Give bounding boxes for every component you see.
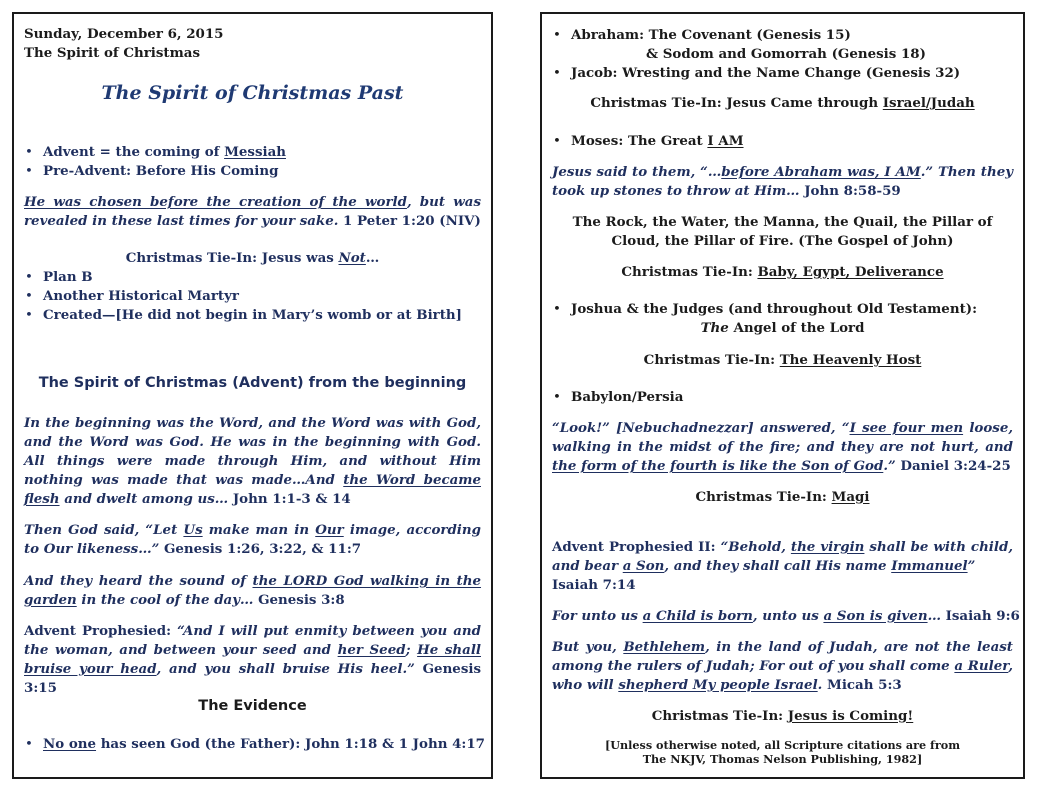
john-8-b: .” Then they took up stones to throw at Him… [552, 164, 1013, 199]
tie-in-baby [542, 263, 1023, 282]
is96-a: For unto us [552, 608, 643, 624]
list-item-evidence [43, 735, 485, 754]
list-item-joshua: • Joshua & the Judges (and throughout Old Testament): [571, 300, 977, 319]
genesis-1-verse [24, 521, 481, 559]
micah-b: , in the land of Judah, are not the least among the rulers of Judah; For out of you shall come [552, 639, 1013, 674]
tie-in-coming-prefix: Christmas Tie-In: [651, 708, 788, 724]
daniel-fourth: the form of the fourth is like the Son of God [552, 458, 884, 474]
micah-c: , who will [552, 658, 1014, 693]
micah-a: But you, [552, 639, 624, 655]
genesis-1-b: make man in [202, 522, 316, 538]
advent-text: Advent = the coming of [43, 144, 225, 160]
john-8-underlined: before Abraham was, I AM [721, 164, 921, 180]
ap2-virgin: the virgin [790, 539, 865, 555]
genesis-3-ref: Genesis 3:8 [253, 592, 345, 608]
advent-prophesied-label: Advent Prophesied: [24, 623, 178, 639]
ap2-immanuel: Immanuel [891, 558, 968, 574]
document-subtitle: The Spirit of Christmas [24, 45, 200, 61]
john-8-verse [552, 163, 1013, 201]
peter-verse-rest: , but was revealed in these last times for your sake. [24, 194, 481, 229]
tie-in-israel-judah: Israel/Judah [882, 95, 975, 111]
micah-d: . [817, 677, 823, 693]
genesis-1-c: image, according to Our likeness…” [24, 522, 481, 557]
tie-in-magi-underlined: Magi [831, 489, 870, 505]
tie-in-not-suffix: … [365, 250, 380, 266]
list-item-plan-b: • Plan B [43, 268, 93, 287]
list-item-abraham: • Abraham: The Covenant (Genesis 15) [571, 26, 851, 45]
tie-in-host-underlined: The Heavenly Host [779, 352, 922, 368]
date-line: Sunday, December 6, 2015 [24, 26, 224, 42]
peter-verse-ref: 1 Peter 1:20 (NIV) [338, 213, 481, 229]
advent-prophesied-ref: Genesis 3:15 [24, 661, 481, 696]
genesis-3-a: And they heard the sound of [24, 573, 253, 589]
evidence-rest: has seen God (the Father): John 1:18 & 1 John 4:17 [96, 736, 485, 752]
isaiah-9-verse [552, 607, 1020, 626]
abraham-sodom: & Sodom and Gomorrah (Genesis 18) [646, 46, 926, 62]
daniel-b: loose, walking in the midst of the fire; and they are not hurt, and [552, 420, 1014, 455]
micah-shepherd: shepherd My people Israel [618, 677, 818, 693]
tie-in-host-prefix: Christmas Tie-In: [643, 352, 780, 368]
tie-in-host [542, 351, 1023, 370]
list-item-babylon: • Babylon/Persia [571, 388, 683, 407]
micah-bethlehem: Bethlehem [623, 639, 706, 655]
angel-rest: Angel of the Lord [728, 320, 865, 336]
ap2-b: shall be with child, and bear [552, 539, 1013, 574]
list-item-advent [43, 143, 286, 162]
ap2-son: a Son [622, 558, 665, 574]
advent-prophesied-a: “And I will put enmity between you and the woman, and between your seed and [24, 623, 481, 658]
ap2-d: ” [967, 558, 976, 574]
tie-in-coming [542, 707, 1023, 726]
tie-in-not [14, 249, 491, 268]
daniel-ref: Daniel 3:24-25 [895, 458, 1011, 474]
left-page [12, 12, 493, 779]
peter-verse [24, 193, 481, 231]
john-verse-rest: and dwelt among us… [59, 491, 229, 507]
citation-note-line-2: The NKJV, Thomas Nelson Publishing, 1982] [642, 752, 923, 766]
john-verse [24, 414, 481, 509]
tie-in-not-word: Not [338, 250, 366, 266]
section-heading-beginning: The Spirit of Christmas (Advent) from the beginning [38, 375, 467, 391]
tie-in-magi-prefix: Christmas Tie-In: [695, 489, 832, 505]
tie-in-baby-prefix: Christmas Tie-In: [621, 264, 758, 280]
daniel-verse [552, 419, 1013, 476]
genesis-1-us: Us [183, 522, 203, 538]
tie-in-israel-prefix: Christmas Tie-In: Jesus Came through [590, 95, 883, 111]
list-item-martyr: • Another Historical Martyr [43, 287, 239, 306]
tie-in-not-prefix: Christmas Tie-In: Jesus was [125, 250, 339, 266]
genesis-1-ref: Genesis 1:26, 3:22, & 11:7 [159, 541, 362, 557]
moses-i-am: I AM [707, 133, 744, 149]
advent-prophesied-c: , and you shall bruise His heel.” [156, 661, 415, 677]
tie-in-israel [542, 94, 1023, 113]
rock-water-text: The Rock, the Water, the Manna, the Quail, the Pillar of Cloud, the Pillar of Fire. (The Gospel of John) [572, 214, 993, 249]
john-8-a: Jesus said to them, “… [552, 164, 722, 180]
tie-in-magi [542, 488, 1023, 507]
john-verse-underlined: the Word became flesh [24, 472, 481, 507]
isaiah-7-ref: Isaiah 7:14 [552, 577, 636, 593]
list-item-pre-advent: • Pre-Advent: Before His Coming [43, 162, 278, 181]
tie-in-baby-underlined: Baby, Egypt, Deliverance [757, 264, 944, 280]
advent-prophesied-b: ; [405, 642, 418, 658]
advent-prophesied-verse [24, 622, 481, 698]
john-verse-ref: John 1:1-3 & 14 [228, 491, 351, 507]
is96-b: , unto us [752, 608, 824, 624]
angel-of-the-lord [542, 319, 1023, 338]
genesis-1-our: Our [315, 522, 344, 538]
angel-the: The [700, 320, 729, 336]
daniel-a: “Look!” [Nebuchadnezzar] answered, “ [552, 420, 850, 436]
micah-ruler: a Ruler [954, 658, 1009, 674]
peter-verse-underlined: He was chosen before the creation of the world [24, 194, 407, 210]
tie-in-coming-underlined: Jesus is Coming! [787, 708, 914, 724]
is96-son: a Son is given [823, 608, 928, 624]
is96-c: … [927, 608, 941, 624]
section-heading-evidence: The Evidence [198, 698, 307, 714]
micah-verse [552, 638, 1013, 695]
advent-prophesied-bruise: He shall bruise your head [24, 642, 481, 677]
genesis-1-a: Then God said, “Let [24, 522, 184, 538]
evidence-no-one: No one [43, 736, 97, 752]
daniel-four-men: I see four men [849, 420, 964, 436]
list-item-created: • Created—[He did not begin in Mary’s womb or at Birth] [43, 306, 462, 325]
john-8-ref: John 8:58-59 [799, 183, 901, 199]
right-page [540, 12, 1025, 779]
micah-ref: Micah 5:3 [822, 677, 902, 693]
ap2-label: Advent Prophesied II: [552, 539, 721, 555]
daniel-c: .” [883, 458, 896, 474]
page-title: The Spirit of Christmas Past [101, 82, 404, 104]
advent-prophesied-seed: her Seed [337, 642, 406, 658]
list-item-jacob: • Jacob: Wresting and the Name Change (Genesis 32) [571, 64, 960, 83]
moses-prefix: Moses: The Great [571, 133, 708, 149]
ap2-c: , and they shall call His name [664, 558, 892, 574]
citation-note-line-1: [Unless otherwise noted, all Scripture citations are from [604, 738, 961, 752]
genesis-3-verse [24, 572, 481, 610]
advent-prophesied-2-verse [552, 538, 1013, 576]
genesis-3-underlined: the LORD God walking in the garden [24, 573, 482, 608]
is96-child: a Child is born [642, 608, 753, 624]
genesis-3-b: in the cool of the day… [76, 592, 254, 608]
is96-ref: Isaiah 9:6 [940, 608, 1020, 624]
ap2-a: “Behold, [720, 539, 791, 555]
john-verse-text: In the beginning was the Word, and the Word was with God, and the Word was God. He was in the beginning with God. All things were made through Him, and without Him nothing was made that was made…And [24, 415, 481, 488]
list-item-moses [571, 132, 744, 151]
advent-messiah: Messiah [224, 144, 286, 160]
